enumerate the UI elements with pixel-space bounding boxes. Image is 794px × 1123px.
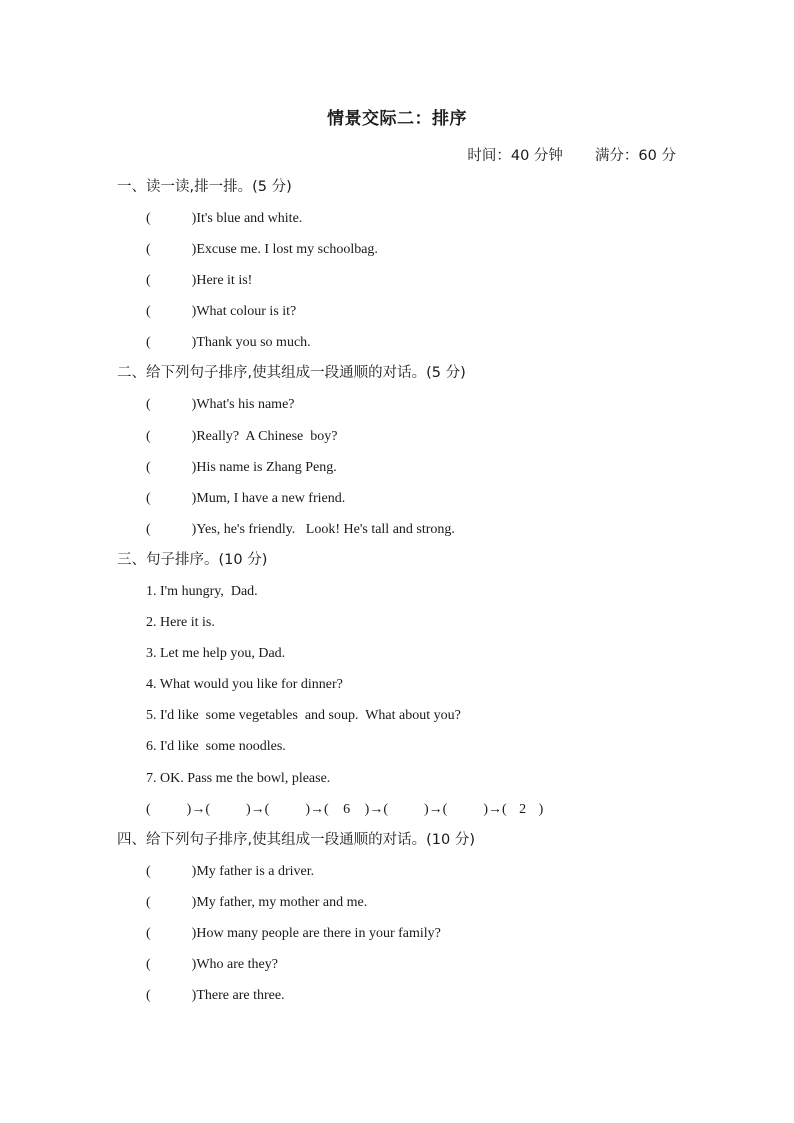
full-score: 满分：60 分 xyxy=(594,148,676,164)
section-4-item: ( )Who are they? xyxy=(146,956,278,972)
order-sequence: ( )→( )→( )→( 6 )→( )→( )→( 2 ) xyxy=(117,794,697,825)
worksheet-content xyxy=(117,172,697,1011)
section-3-sentence: 4. What would you like for dinner? xyxy=(146,677,343,693)
section-1-heading: 一、读一读,排一排。(5 分) xyxy=(117,179,292,195)
section-3-sentence: 5. I'd like some vegetables and soup. What about you? xyxy=(146,708,461,724)
section-3-sentence: 7. OK. Pass me the bowl, please. xyxy=(146,770,331,786)
section-2-item: ( )Mum, I have a new friend. xyxy=(146,490,346,506)
section-1-item: ( )Excuse me. I lost my schoolbag. xyxy=(146,242,378,258)
section-3-sentence: 1. I'm hungry, Dad. xyxy=(146,583,258,599)
section-3-sentence: 3. Let me help you, Dad. xyxy=(146,646,286,662)
section-2-item: ( )His name is Zhang Peng. xyxy=(146,459,337,475)
section-4-item: ( )There are three. xyxy=(146,988,285,1004)
time-limit: 时间：40 分钟 xyxy=(467,148,563,164)
exam-meta xyxy=(467,144,676,165)
section-2-item: ( )Yes, he's friendly. Look! He's tall and strong. xyxy=(146,521,455,537)
section-3-heading: 三、句子排序。(10 分) xyxy=(117,551,268,568)
section-1-item: ( )Here it is! xyxy=(146,273,253,289)
page-title: 情景交际二：排序 xyxy=(327,109,467,129)
section-4-item: ( )My father is a driver. xyxy=(146,863,315,879)
section-2-item: ( )Really? A Chinese boy? xyxy=(146,428,338,444)
section-2-item: ( )What's his name? xyxy=(146,397,295,413)
section-4-heading: 四、给下列句子排序,使其组成一段通顺的对话。(10 分) xyxy=(117,831,475,848)
section-3-sentence: 2. Here it is. xyxy=(146,615,215,631)
section-1-item: ( )What colour is it? xyxy=(146,304,297,320)
sequence-slot[interactable]: 6 xyxy=(343,801,351,817)
section-1-item: ( )Thank you so much. xyxy=(146,335,311,351)
section-3-sentence: 6. I'd like some noodles. xyxy=(146,739,286,755)
section-4-item: ( )My father, my mother and me. xyxy=(146,894,368,910)
sequence-slot[interactable]: 2 xyxy=(519,801,527,817)
section-2-heading: 二、给下列句子排序,使其组成一段通顺的对话。(5 分) xyxy=(117,365,466,382)
section-1-item: ( )It's blue and white. xyxy=(146,211,303,226)
section-4-item: ( )How many people are there in your family? xyxy=(146,925,441,941)
